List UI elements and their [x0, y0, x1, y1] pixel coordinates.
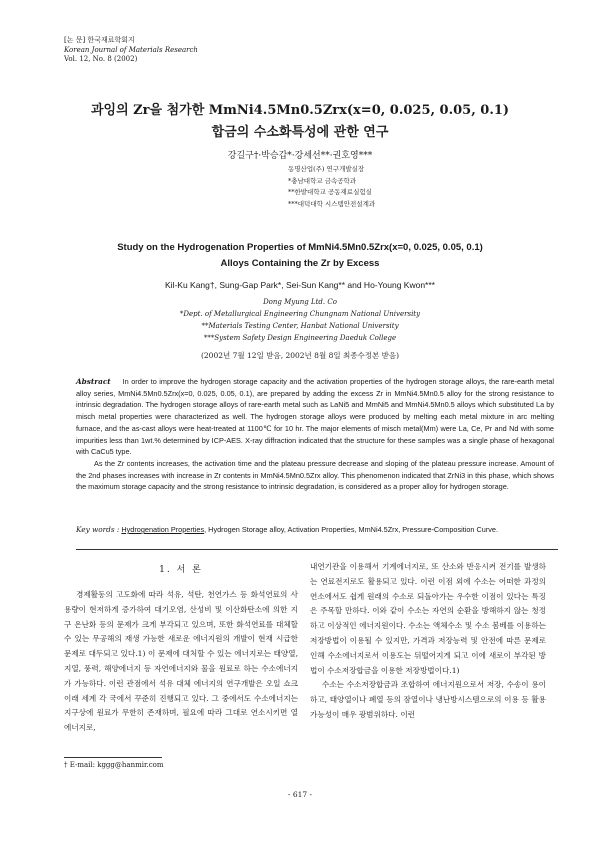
title-korean-line2: 합금의 수소화특성에 관한 연구: [211, 125, 389, 140]
body-paragraph-1: 경제활동의 고도화에 따라 석유, 석탄, 천연가스 등 화석연료의 사용량이 현저하게 증가하여 대기오염, 산성비 및 이산화탄소에 의한 지구 온난화 등의 문제가 크게 부각되고 있으며, 또한 화석연료를 대체할 수 있는 무공해의 재생 가능한 새로운 에너지원의 개발이 현재 시급한 문제로 대두되고 있다.1) 이 문제에 대처할 수 있는 에너지로는 태양열, 지열, 풍력, 해양에너지 등 자연에너지와 물을 원료로 하는 수소에너지가 가능하다. 이런 관점에서 석유 대체 에너지의 연구개발은 오일 쇼크 이래 세계 각 국에서 꾸준히 진행되고 있다. 그 중에서도 수소에너지는 지구상에 원료가 무한히 존재하며, 필요에 따라 그대로 연소시키면 열에너지로,: [64, 590, 298, 733]
footnote-email: † E-mail: kggg@hanmir.com: [64, 761, 164, 769]
affiliation-en-2: *Dept. of Metallurgical Engineering Chungnam National University: [179, 310, 421, 318]
affiliation-ko-2: *충남대학교 금속공학과: [288, 176, 357, 185]
title-korean: [0, 100, 600, 144]
page-number: - 617 -: [287, 790, 313, 799]
body-column-left: [64, 588, 298, 736]
section-heading: 1. 서 론: [159, 565, 203, 575]
title-english-line2: Alloys Containing the Zr by Excess: [220, 258, 380, 269]
title-korean-line1: 과잉의 Zr을 첨가한 MmNi4.5Mn0.5Zrx(x=0, 0.025, 0.05, 0.1): [90, 103, 510, 118]
affiliation-ko-4: ***대덕대학 시스템안전설계과: [288, 199, 376, 208]
affiliation-en-1: Dong Myung Ltd. Co: [263, 298, 337, 306]
body-paragraph-3: 수소는 수소저장합금과 조합하여 에너지원으로서 저장, 수송이 용이하고, 태양열이나 폐열 등의 잠열이나 냉난방시스템으로의 이용 등 활용가능성이 매우 광범위하다. 이런: [310, 680, 546, 719]
abstract-divider: [76, 549, 558, 550]
keyword-first: Hydrogenation Properties: [121, 525, 205, 534]
abstract-paragraph-1: In order to improve the hydrogen storage capacity and the activation properties of the hydrogen storage alloys, the rare-earth metal alloy series, MmNi4.5Mn0.5Zrx(x=0, 0.025, 0.05, 0.1), are prepared by adding the excess Zr in MmNi4.5Mn0.5 alloy for the strong resistance to intrinsic degradation. The hydrogen storage alloys of rare-earth metal such as LaNi5 and MmNi5 and MmNi4.5Mn0.5 alloys which substituted La by misch metal properties were characterized as well. The hydrogen storage alloys were produced by melting each metal mixture in arc melting furnace, and the as-cast alloys were heat-treated at 1100℃ for 10 hr. The major elements of misch metal(Mm) were La, Ce, Pr and Nd with some impurities less than 1wt.% determined by ICP-AES. X-ray diffraction indicated that the structure for these samples was a single phase of hexagonal with CaCu5 type.: [76, 377, 554, 457]
title-english-line1: Study on the Hydrogenation Properties of MmNi4.5Mn0.5Zrx(x=0, 0.025, 0.05, 0.1): [117, 242, 483, 253]
journal-header: [64, 36, 198, 65]
affiliation-en-3: **Materials Testing Center, Hanbat National University: [201, 322, 399, 330]
keywords-label: Key words :: [76, 525, 120, 534]
abstract-label: Abstract: [76, 377, 111, 386]
affiliation-ko-1: 동명산업(주) 연구개발실장: [288, 165, 365, 173]
affiliations-english: [0, 296, 600, 344]
journal-name-en: Korean Journal of Materials Research: [64, 45, 198, 54]
title-english: [0, 240, 600, 272]
body-column-right: [310, 560, 546, 723]
journal-name-ko: [논 문] 한국재료학회지: [64, 36, 135, 44]
abstract: [76, 376, 554, 493]
authors-korean: 강길구†·박승갑*·강세선**·권호영***: [227, 151, 373, 161]
abstract-paragraph-2: As the Zr contents increases, the activation time and the plateau pressure decrease and sloping of the plateau pressure increase. Amount of the 2nd phases increases with increase in Zr contents in MmNi4.5Mn0.5Zrx alloy. This phenomenon indicated that ZrNi3 in this phase, which shows the maximum storage capacity and the strong resistance to intrinsic degradation, is considered as a proper alloy for hydrogen storage.: [76, 458, 554, 492]
affiliations-korean: [288, 164, 375, 210]
keywords-rest: , Hydrogen Storage alloy, Activation Properties, MmNi4.5Zrx, Pressure-Composition Curve.: [204, 525, 499, 534]
received-date: (2002년 7월 12일 받음, 2002년 8월 8일 최종수정본 받음): [200, 351, 399, 360]
footnote-rule: [64, 757, 162, 758]
keywords: [76, 524, 556, 536]
journal-volume: Vol. 12, No. 8 (2002): [64, 55, 138, 63]
body-paragraph-2: 내연기관을 이용해서 기계에너지로, 또 산소와 반응시켜 전기를 발생하는 연료전지로도 활용되고 있다. 이런 이점 외에 수소는 어떠한 과정의 연소에서도 쉽게 원래의 수소로 되돌아가는 우수한 이점이 있다는 특징은 주목할 만하다. 이와 같이 수소는 자연의 순환을 방해하지 않는 청정하고 이상적인 에너지원이다. 수소는 액체수소 및 수소 봄베를 이용하는 저장방법이 이용될 수 있지만, 가격과 저장능력 및 안전에 따른 문제로 인해 수소에너지로서 이용도는 뒤떨어지게 되고 이에 새로이 부각된 방법이 수소저장합금을 이용한 저장방법이다.1): [310, 562, 546, 675]
affiliation-ko-3: **한밭대학교 공동재료실험실: [288, 188, 372, 196]
authors-english: Kil-Ku Kang†, Sung-Gap Park*, Sei-Sun Kang** and Ho-Young Kwon***: [165, 280, 435, 290]
affiliation-en-4: ***System Safety Design Engineering Daeduk College: [203, 334, 397, 342]
